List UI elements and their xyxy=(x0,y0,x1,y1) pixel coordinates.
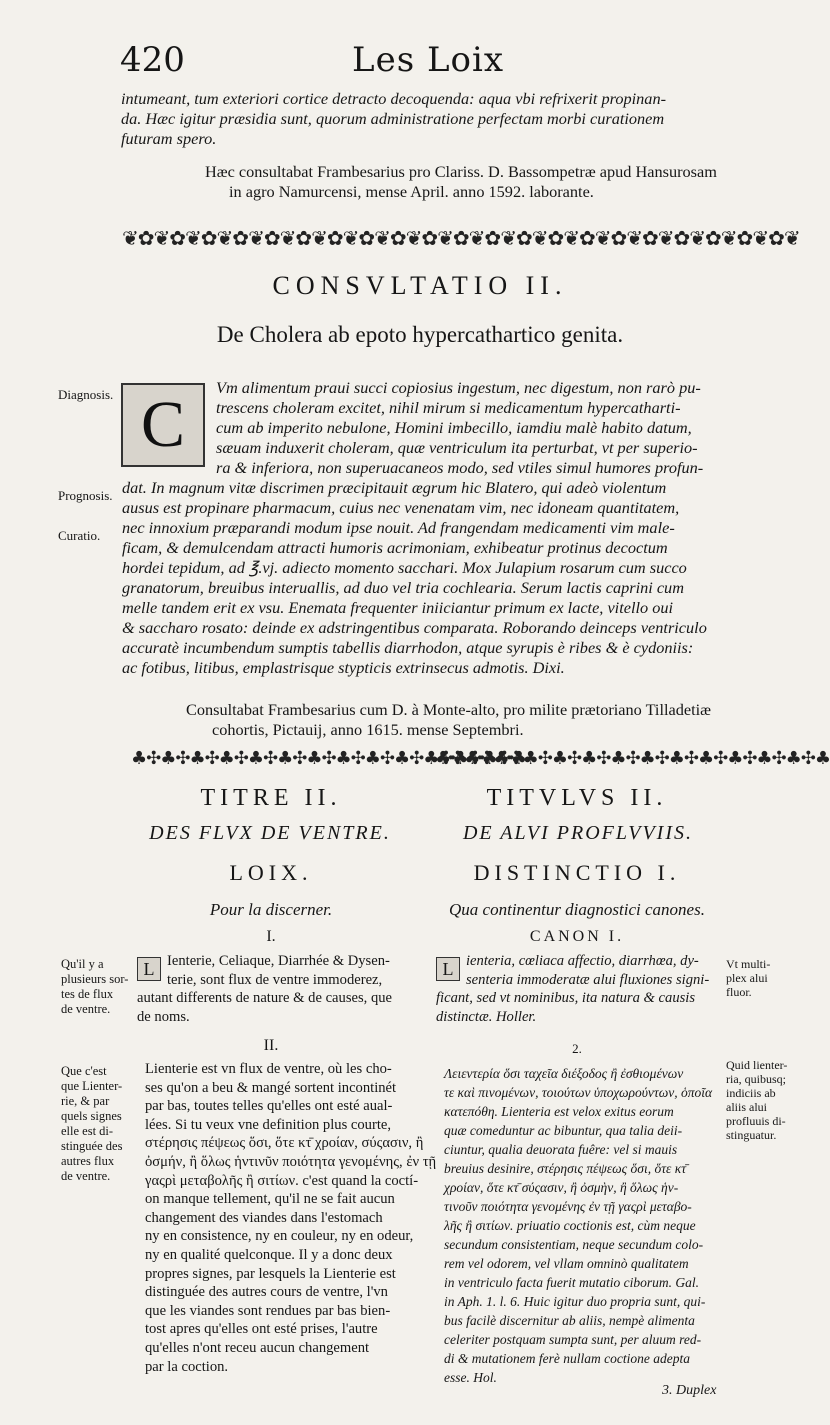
text-line: changement des viandes dans l'estomach xyxy=(145,1209,383,1226)
text-line: rie, & par xyxy=(61,1094,110,1108)
text-line: esse. Hol. xyxy=(444,1370,497,1385)
right-paragraph-1 xyxy=(436,952,726,1026)
text-line: stinguée des xyxy=(61,1139,123,1153)
text-line: senteria immoderatæ alui fluxiones signi- xyxy=(466,971,710,988)
ornament-band-top: ❦✿❦✿❦✿❦✿❦✿❦✿❦✿❦✿❦✿❦✿❦✿❦✿❦✿❦✿❦✿❦✿❦✿❦✿❦✿❦✿❦✿❦ xyxy=(122,226,800,250)
titre-heading: TITRE II. xyxy=(200,785,342,811)
margin-note-prognosis: Prognosis. xyxy=(58,488,113,503)
text-line: indiciis ab xyxy=(726,1086,776,1100)
text-line: melle tandem erit ex vsu. Enemata frequenter iniiciantur primum ex lacte, vitello oui xyxy=(122,598,674,617)
text-line: ausus est propinare pharmacum, cuius nec venenatam vim, nec idoneam quantitatem, xyxy=(122,498,680,517)
text-line: ienteria, cœliaca affectio, diarrhœa, dy- xyxy=(466,953,699,969)
left-margin-note-2 xyxy=(61,1064,133,1184)
text-line: Quid lienter- xyxy=(726,1058,788,1072)
text-line: nec innoxium præparandi modum ipse nouit. Ad frangendam medicamenti vim male- xyxy=(122,518,675,537)
text-line: de ventre. xyxy=(61,1002,111,1016)
ornament-band-right: ♣✣♣✣♣✣♣✣♣✣♣✣♣✣♣✣♣✣♣✣♣✣♣✣♣✣♣ xyxy=(435,748,830,769)
text-line: terie, sont flux de ventre immoderez, xyxy=(167,971,383,988)
page-number: 420 xyxy=(120,40,185,80)
text-line: στέρησις πέψεως ὅσι, ὅτε κτ̄ χροίαν, σύςασιν, ἢ xyxy=(145,1135,424,1152)
text-line: τινοῦν ποιότητα γενομένης ἐν τῇ γαςρὶ μεταβο- xyxy=(444,1199,692,1214)
consultation-note-1 xyxy=(205,162,745,202)
text-line: fluor. xyxy=(726,985,752,999)
text-line: rem vel odorem, vel vllam omninò qualitatem xyxy=(444,1256,689,1271)
text-line: quels signes xyxy=(61,1109,122,1123)
text-line: in ventriculo facta fuerit mutatio ciborum. Gal. xyxy=(444,1275,699,1290)
text-line: qu'elles n'ont receu aucun changement xyxy=(145,1339,370,1356)
margin-note-diagnosis: Diagnosis. xyxy=(58,387,114,402)
text-line: ny en consistence, ny en couleur, ny en odeur, xyxy=(145,1228,414,1245)
consultation-note-2 xyxy=(186,700,746,740)
text-line: stinguatur. xyxy=(726,1128,777,1142)
text-line: ficam, & demulcendam attracti humoris acrimoniam, exhibeatur protinus decoctum xyxy=(122,538,668,557)
decorated-initial: C xyxy=(121,383,205,467)
text-line: in Aph. 1. l. 6. Huic igitur duo propria sunt, qui- xyxy=(444,1294,706,1309)
text-line: bus facilè discernitur ab aliis, nempè alimenta xyxy=(444,1313,695,1328)
text-line: quæ comeduntur ac bibuntur, qua talia deii- xyxy=(444,1123,683,1138)
text-line: λῆς ἢ σιτίων. priuatio coctionis est, cùm neque xyxy=(444,1218,696,1233)
text-line: Lienterie est vn flux de ventre, où les cho- xyxy=(145,1061,392,1077)
text-line: ficant, sed vt nominibus, ita natura & causis xyxy=(436,990,696,1007)
qua-continentur-heading: Qua continentur diagnostici canones. xyxy=(449,900,705,919)
text-line: da. Hæc igitur præsidia sunt, quorum administratione perfectam morbi curationem xyxy=(121,109,665,128)
text-line: on manque tellement, qu'il ne se fait aucun xyxy=(145,1191,395,1208)
text-line: secundum consistentiam, neque secundum colo- xyxy=(444,1237,704,1252)
des-flux-heading: DES FLVX DE VENTRE. xyxy=(149,822,391,844)
text-line: ria, quibusq; xyxy=(726,1072,786,1086)
text-line: de noms. xyxy=(137,1008,190,1025)
text-line: que les viandes sont rendues par bas bien- xyxy=(145,1302,391,1319)
consultatio-subtitle: De Cholera ab epoto hypercathartico genita. xyxy=(216,322,624,347)
text-line: hordei tepidum, ad ℥.vj. adiecto momento sacchari. Mox Julapium rosarum cum succo xyxy=(122,558,687,577)
section-number-1: I. xyxy=(266,928,276,945)
drop-cap-right: L xyxy=(436,957,460,981)
text-line: aliis alui xyxy=(726,1100,767,1114)
section-number-2-latin: 2. xyxy=(572,1041,582,1056)
text-line: breuius desinire, στέρησις πέψεως ὅσι, ὅτε κτ̄ xyxy=(444,1161,687,1176)
text-line: cum ab imperito nebulone, Homini imbecillo, iamdiu malè habito datum, xyxy=(216,418,692,437)
drop-cap-left: L xyxy=(137,957,161,981)
text-line: Consultabat Frambesarius cum D. à Monte-alto, pro milite prætoriano Tilladetiæ xyxy=(186,700,712,719)
text-line: distinguée des autres cours de ventre, l'vn xyxy=(145,1284,388,1301)
text-line: celeriter postquam sumpta sunt, per aluum red- xyxy=(444,1332,702,1347)
intro-paragraph xyxy=(121,89,721,149)
text-line: Ienterie, Celiaque, Diarrhée & Dysen- xyxy=(167,953,390,969)
text-line: que Lienter- xyxy=(61,1079,123,1093)
text-line: de ventre. xyxy=(61,1169,111,1183)
text-line: propres signes, par lesquels la Lienterie est xyxy=(145,1265,396,1282)
right-paragraph-2 xyxy=(444,1064,724,1387)
text-line: distinctæ. Holler. xyxy=(436,1008,537,1025)
text-line: di & mutationem ferè nullam coctione adepta xyxy=(444,1351,690,1366)
text-line: dat. In magnum vitæ discrimen præcipitauit ægrum hic Blatero, qui adeò violentum xyxy=(122,478,667,497)
text-line: ra & inferiora, non superuacaneos modo, sed vtiles simul humores profun- xyxy=(216,458,704,477)
margin-note-curatio: Curatio. xyxy=(58,528,101,543)
text-line: par bas, toutes telles qu'elles ont esté aual- xyxy=(145,1098,393,1115)
text-line: ὀσμήν, ἢ ὅλως ἡντινῦν ποιότητα γενομένης, ἐν τῇ xyxy=(145,1153,437,1170)
text-line: tes de flux xyxy=(61,987,114,1001)
right-margin-note-1 xyxy=(726,957,796,999)
loix-heading: LOIX. xyxy=(229,860,313,885)
section-number-2: II. xyxy=(263,1037,279,1054)
text-line: par la coction. xyxy=(145,1358,229,1375)
text-line: Qu'il y a xyxy=(61,957,104,971)
left-paragraph-1 xyxy=(137,952,427,1026)
catchword: 3. Duplex xyxy=(662,1383,717,1398)
text-line: autres flux xyxy=(61,1154,115,1168)
titulus-heading: TITVLVS II. xyxy=(486,785,668,811)
text-line: ac fotibus, litibus, emplastrisque stypticis extrinsecus admotis. Dixi. xyxy=(122,658,565,677)
left-paragraph-2 xyxy=(145,1060,437,1376)
text-line: sæuam induxerit choleram, quæ ventriculum ita perturbat, vt per superio- xyxy=(216,438,698,457)
text-line: in agro Namurcensi, mense April. anno 1592. laborante. xyxy=(229,182,594,201)
text-line: Λειεντερία ὅσι ταχεῖα διέξοδος ἢ ἐσθιομένων xyxy=(444,1066,684,1081)
consultatio-body xyxy=(122,378,722,678)
text-line: ny en qualité quelconque. Il y a donc deux xyxy=(145,1246,393,1263)
distinctio-heading: DISTINCTIO I. xyxy=(473,860,681,885)
canon-heading: CANON I. xyxy=(529,928,625,945)
ornament-band-left: ♣✣♣✣♣✣♣✣♣✣♣✣♣✣♣✣♣✣♣✣♣✣♣✣♣✣♣ xyxy=(131,748,526,769)
text-line: profluuis di- xyxy=(726,1114,786,1128)
text-line: & saccharo rosato: deinde ex adstringentibus comparata. Roborando deinceps ventriculo xyxy=(122,618,707,637)
pour-discerner-heading: Pour la discerner. xyxy=(209,900,333,919)
text-line: Vt multi- xyxy=(726,957,771,971)
text-line: χροίαν, ὅτε κτ̄ σύςασιν, ἢ ὀσμὴν, ἢ ὅλως ἡν- xyxy=(444,1180,679,1195)
text-line: ciuntur, qualia deuorata fuêre: vel si mauis xyxy=(444,1142,678,1157)
text-line: tost apres qu'elles ont esté prises, l'autre xyxy=(145,1321,378,1338)
text-line: futuram spero. xyxy=(121,129,217,148)
text-line: κατεπόθη. Lienteria est velox exitus eorum xyxy=(444,1104,674,1119)
text-line: lées. Si tu veux vne definition plus courte, xyxy=(145,1116,392,1133)
text-line: autant differents de nature & de causes, que xyxy=(137,990,393,1007)
text-line: granatorum, breuibus interuallis, ad duo vel tria cochlearia. Serum lactis caprini cum xyxy=(122,578,684,597)
text-line: cohortis, Pictauij, anno 1615. mense Septembri. xyxy=(212,720,524,739)
de-alvi-heading: DE ALVI PROFLVVIIS. xyxy=(462,822,693,844)
text-line: elle est di- xyxy=(61,1124,114,1138)
text-line: ses qu'on a beu & mangé sortent incontinét xyxy=(145,1079,397,1096)
text-line: Que c'est xyxy=(61,1064,107,1078)
text-line: γαςρὶ μεταβολῆς ἢ σιτίων. c'est quand la coctí- xyxy=(145,1172,419,1189)
text-line: accuratè incumbendum sumptis tabellis diarrhodon, atque syrupis è ribes & è cydoniis: xyxy=(122,638,694,657)
consultatio-title: CONSVLTATIO II. xyxy=(272,271,568,300)
text-line: τε καὶ πινομένων, τοιούτων ὑποχωρούντων, ὁποῖα xyxy=(444,1085,713,1100)
text-line: Vm alimentum praui succi copiosius ingestum, nec digestum, non rarò pu- xyxy=(216,378,701,397)
left-margin-note-1 xyxy=(61,957,131,1017)
text-line: Hæc consultabat Frambesarius pro Clariss. D. Bassompetræ apud Hansurosam xyxy=(205,162,717,181)
text-line: trescens choleram excitet, nihil mirum si medicamentum hypercatharti- xyxy=(216,398,681,417)
running-title: Les Loix xyxy=(352,40,505,80)
text-line: intumeant, tum exteriori cortice detracto decoquenda: aqua vbi refrixerit propinan- xyxy=(121,89,666,108)
text-line: plex alui xyxy=(726,971,768,985)
right-margin-note-2 xyxy=(726,1058,800,1142)
text-line: plusieurs sor- xyxy=(61,972,129,986)
